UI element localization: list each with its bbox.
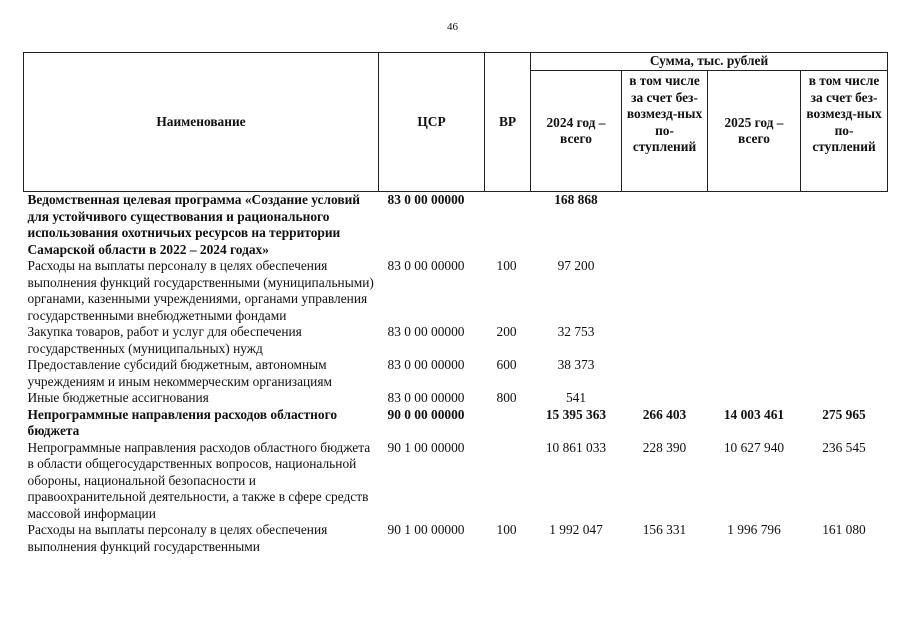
row-total-2024: 38 373: [557, 357, 595, 372]
row-total-2024: 10 861 033: [545, 439, 607, 455]
table-row: [24, 192, 888, 259]
row-total-2025: [708, 192, 801, 259]
row-total-2024: 15 395 363: [545, 406, 607, 422]
row-gratuitous-2025: 161 080: [822, 522, 866, 537]
row-name: Предоставление субсидий бюджетным, автономным учреждениям и иным некоммерческим организациям: [27, 357, 332, 389]
row-total-2024: 541: [565, 390, 587, 405]
row-vr: [485, 440, 531, 523]
row-vr: 200: [496, 324, 517, 339]
page-number: 46: [447, 21, 458, 33]
row-vr: 100: [496, 258, 517, 273]
row-gratuitous-2025: 275 965: [822, 406, 866, 422]
header-2024-gratuitous: в том числе за счет без-возмезд-ных по-ступлений: [622, 71, 708, 192]
row-csr: 83 0 00 00000: [387, 324, 465, 339]
row-csr: 83 0 00 00000: [387, 357, 465, 372]
row-name: Закупка товаров, работ и услуг для обеспечения государственных (муниципальных) нужд: [27, 324, 302, 356]
row-csr: 90 0 00 00000: [387, 406, 465, 422]
row-gratuitous-2025: [801, 357, 888, 390]
row-gratuitous-2024: [622, 357, 708, 390]
row-gratuitous-2025: [801, 258, 888, 324]
row-name: Расходы на выплаты персоналу в целях обеспечения выполнения функций государственными: [27, 522, 328, 554]
header-2025-total: 2025 год – всего: [708, 71, 801, 192]
row-name: Расходы на выплаты персоналу в целях обеспечения выполнения функций государственными (муниципальными) органами, казенными учреждениями, органами управления государственными внебюджетными фондами: [27, 258, 374, 323]
row-name: Ведомственная целевая программа «Создание условий для устойчивого существования и рационального использования охотничьих ресурсов на территории Самарской области в 2022 – 2024 годах»: [27, 192, 361, 257]
row-total-2024: 168 868: [554, 192, 598, 207]
row-total-2025: 1 996 796: [727, 522, 781, 537]
row-gratuitous-2025: [801, 192, 888, 259]
header-2024-total: 2024 год – всего: [531, 71, 622, 192]
row-total-2025: 14 003 461: [723, 406, 785, 422]
row-csr: 83 0 00 00000: [387, 390, 465, 405]
row-csr: 83 0 00 00000: [387, 192, 465, 207]
budget-table: [23, 52, 888, 555]
row-vr: 100: [496, 522, 517, 537]
row-gratuitous-2024: [622, 192, 708, 259]
row-csr: 83 0 00 00000: [387, 258, 465, 273]
row-total-2024: 1 992 047: [549, 522, 603, 537]
table-row: [24, 407, 888, 440]
table-row: [24, 390, 888, 407]
row-gratuitous-2024: [622, 258, 708, 324]
header-sum-group: Сумма, тыс. рублей: [531, 53, 888, 71]
row-vr: 800: [496, 390, 517, 405]
row-total-2025: [708, 324, 801, 357]
row-gratuitous-2025: [801, 324, 888, 357]
row-gratuitous-2024: 156 331: [642, 522, 687, 537]
row-total-2025: [708, 258, 801, 324]
table-row: [24, 440, 888, 523]
row-name: Иные бюджетные ассигнования: [27, 390, 209, 405]
row-name: Непрограммные направления расходов областного бюджета: [27, 406, 338, 438]
row-vr: 600: [496, 357, 517, 372]
row-total-2025: 10 627 940: [723, 439, 785, 455]
table-row: [24, 522, 888, 555]
row-gratuitous-2025: [801, 390, 888, 407]
row-csr: 90 1 00 00000: [387, 522, 465, 537]
header-2025-gratuitous: в том числе за счет без-возмезд-ных по-ступлений: [801, 71, 888, 192]
row-total-2025: [708, 357, 801, 390]
table-row: [24, 357, 888, 390]
row-gratuitous-2024: 266 403: [642, 406, 687, 422]
table-header: [24, 53, 888, 192]
row-total-2024: 32 753: [557, 324, 595, 339]
header-csr: ЦСР: [379, 53, 485, 192]
row-total-2024: 97 200: [557, 258, 595, 273]
row-name: Непрограммные направления расходов областного бюджета в области общегосударственных вопросов, национальной обороны, национальной безопасности и правоохранительной деятельности, а также в сфере средств массовой информации: [27, 439, 371, 521]
row-vr: [485, 407, 531, 440]
header-name: Наименование: [24, 53, 379, 192]
header-vr: ВР: [485, 53, 531, 192]
table-body: [24, 192, 888, 556]
row-gratuitous-2024: [622, 324, 708, 357]
table-row: [24, 324, 888, 357]
row-gratuitous-2024: 228 390: [642, 439, 687, 455]
row-gratuitous-2024: [622, 390, 708, 407]
row-vr: [485, 192, 531, 259]
table-row: [24, 258, 888, 324]
row-csr: 90 1 00 00000: [387, 439, 465, 455]
row-gratuitous-2025: 236 545: [822, 439, 866, 455]
row-total-2025: [708, 390, 801, 407]
